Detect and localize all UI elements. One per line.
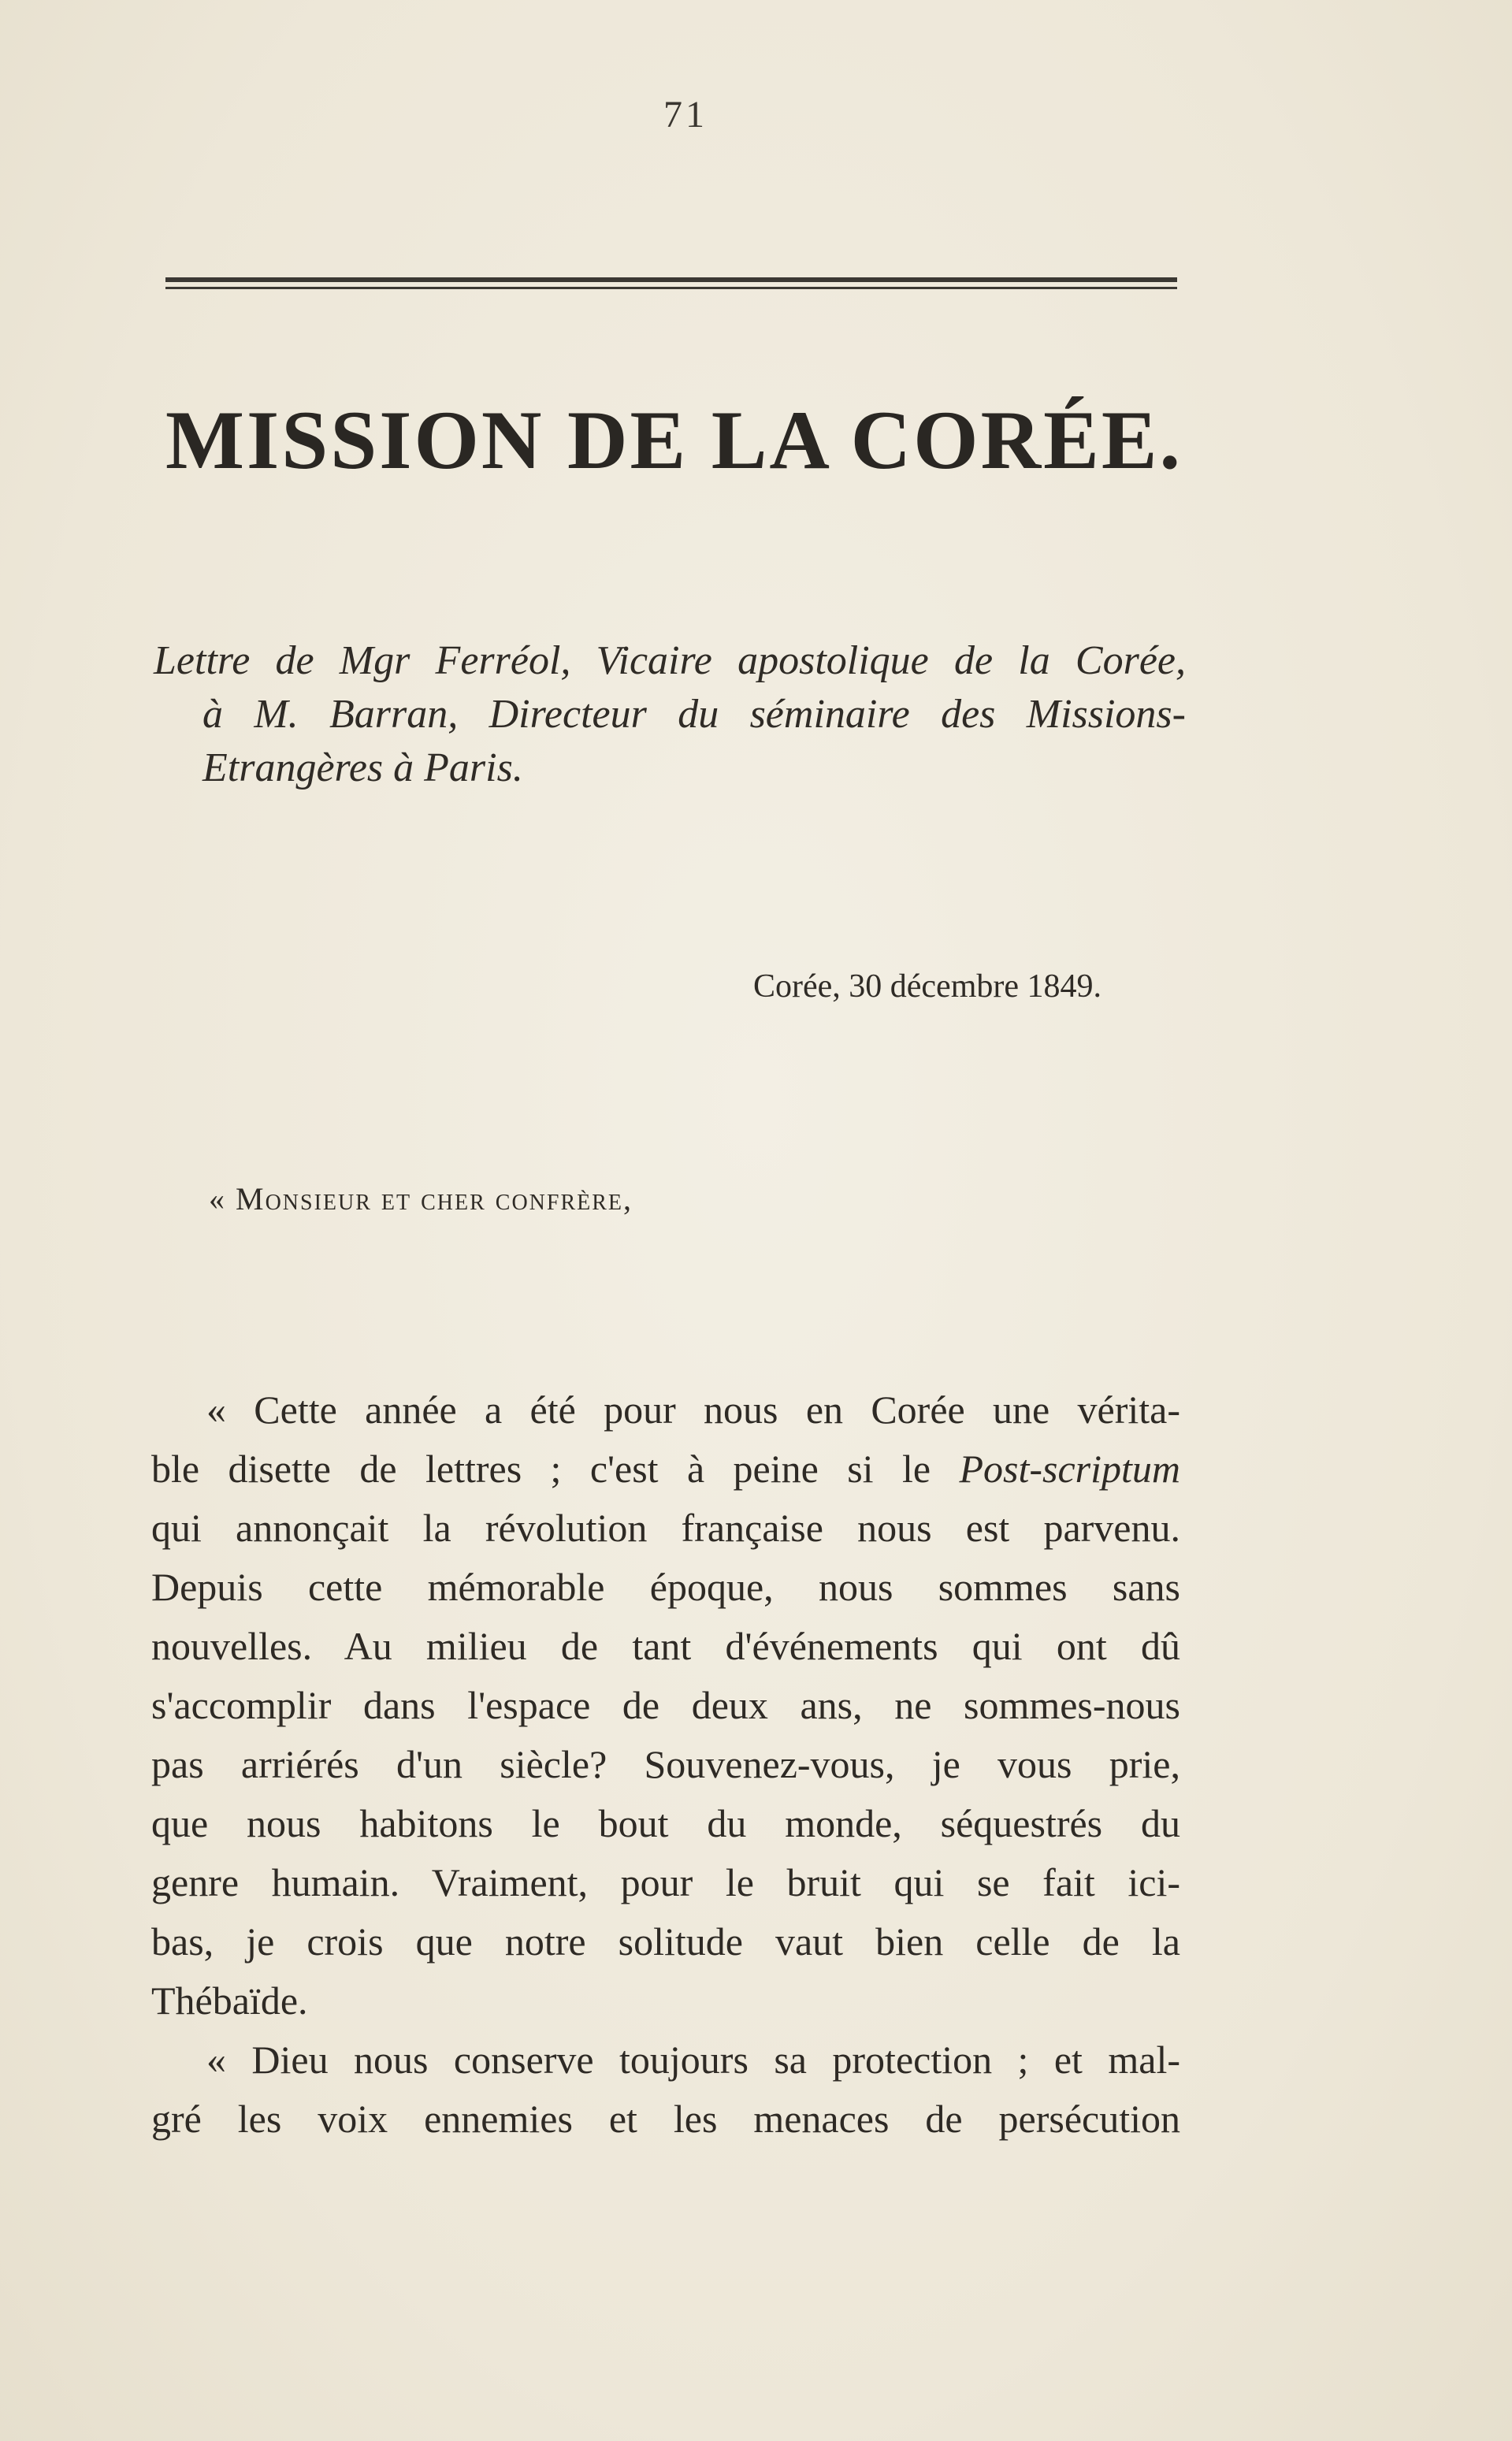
- text-line: que nous habitons le bout du monde, séquestrés du: [151, 1801, 1180, 1845]
- italic-term: Post-scriptum: [959, 1447, 1180, 1491]
- letter-intro: [154, 634, 1186, 795]
- text-fragment: ble disette de lettres ; c'est à peine si le: [151, 1447, 960, 1491]
- letter-body: [151, 1380, 1180, 2149]
- text-line: bas, je crois que notre solitude vaut bien celle de la: [151, 1919, 1180, 1964]
- text-line: [151, 1440, 1180, 1499]
- text-line: genre humain. Vraiment, pour le bruit qui se fait ici-: [151, 1860, 1180, 1904]
- intro-line: à M. Barran, Directeur du séminaire des Missions-: [202, 692, 1186, 737]
- text-line: qui annonçait la révolution française nous est parvenu.: [151, 1506, 1180, 1550]
- text-line: Thébaïde.: [151, 1978, 308, 2023]
- intro-line: Etrangères à Paris.: [202, 745, 523, 790]
- text-line: Depuis cette mémorable époque, nous sommes sans: [151, 1565, 1180, 1609]
- text-line: s'accomplir dans l'espace de deux ans, ne sommes-nous: [151, 1683, 1180, 1727]
- page-title: MISSION DE LA CORÉE.: [165, 394, 1183, 486]
- dateline: Corée, 30 décembre 1849.: [752, 968, 1101, 1005]
- header-rule-thick: [165, 277, 1177, 282]
- page-number: 71: [663, 94, 708, 136]
- text-line: « Cette année a été pour nous en Corée une vérita-: [206, 1388, 1180, 1432]
- intro-line: Lettre de Mgr Ferréol, Vicaire apostolique de la Corée,: [154, 638, 1186, 683]
- header-rule-thin: [165, 287, 1177, 289]
- text-line: pas arriérés d'un siècle? Souvenez-vous, je vous prie,: [151, 1742, 1180, 1786]
- salutation: « Monsieur et cher confrère,: [209, 1181, 633, 1217]
- text-line: « Dieu nous conserve toujours sa protection ; et mal-: [206, 2038, 1180, 2082]
- text-line: nouvelles. Au milieu de tant d'événements qui ont dû: [151, 1624, 1180, 1668]
- text-line: gré les voix ennemies et les menaces de persécution: [151, 2097, 1180, 2141]
